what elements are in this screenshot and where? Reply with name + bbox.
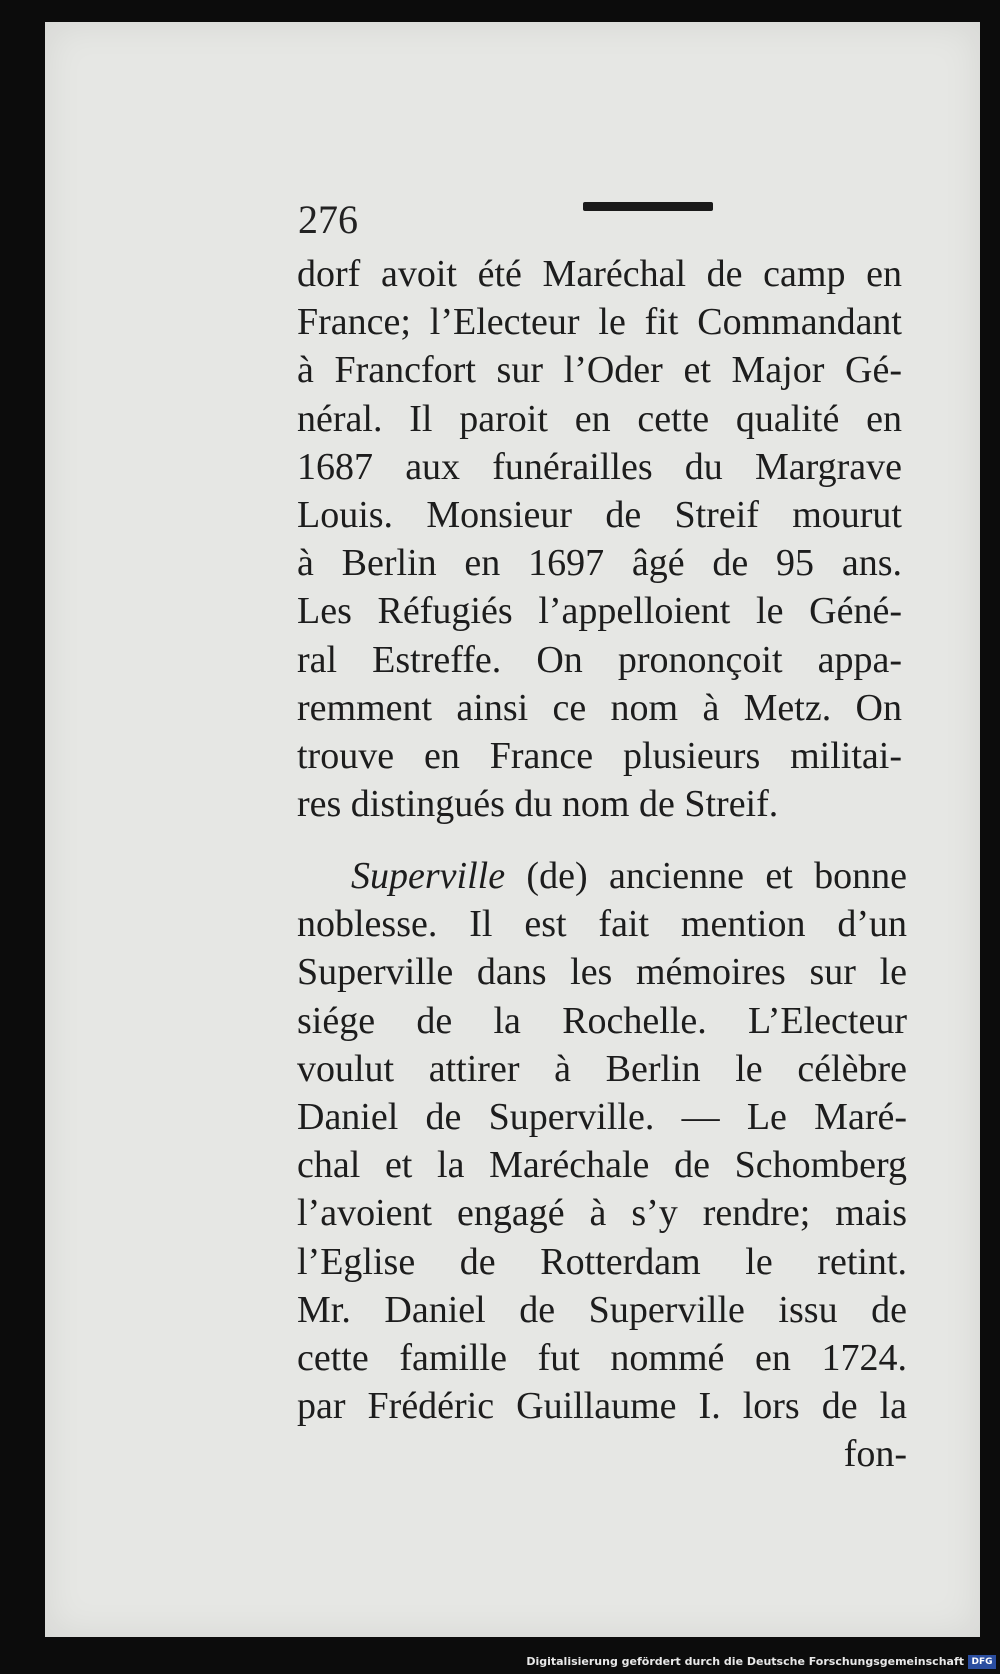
text-line: Daniel de Superville. — Le Maré- xyxy=(297,1095,907,1138)
text-line: néral. Il paroit en cette qualité en xyxy=(297,397,902,440)
text-line: dorf avoit été Maréchal de camp en xyxy=(297,253,902,295)
dfg-logo-icon: DFG xyxy=(968,1655,996,1669)
text-line: ral Estreffe. On prononçoit appa- xyxy=(297,638,902,681)
text-line: Superville dans les mémoires sur le xyxy=(297,951,907,994)
text-line: trouve en France plusieurs militai- xyxy=(297,734,902,777)
text-line: France; l’Electeur le fit Commandant xyxy=(297,301,902,344)
page-number: 276 xyxy=(298,197,358,242)
page-header xyxy=(298,182,698,242)
entry-name: Superville xyxy=(351,855,506,897)
text-line: cette famille fut nommé en 1724. xyxy=(297,1336,907,1379)
paragraph-streif xyxy=(297,250,902,828)
text-line: Louis. Monsieur de Streif mourut xyxy=(297,493,902,536)
header-rule xyxy=(583,202,713,211)
text-line: l’avoient engagé à s’y rendre; mais xyxy=(297,1192,907,1235)
text-line: siége de la Rochelle. L’Electeur xyxy=(297,999,907,1042)
text-line: Mr. Daniel de Superville issu de xyxy=(297,1288,907,1331)
text-line: à Francfort sur l’Oder et Major Gé- xyxy=(297,349,902,392)
text-line: res distingués du nom de Streif. xyxy=(297,783,779,826)
text-line-first xyxy=(297,852,907,900)
catchword: fon- xyxy=(843,1433,907,1476)
funding-credit: Digitalisierung gefördert durch die Deutsche Forschungsgemeinschaft xyxy=(526,1655,964,1668)
footer-bar xyxy=(0,1652,1000,1674)
text-line: Les Réfugiés l’appelloient le Géné- xyxy=(297,590,902,633)
entry-first-line-rest: (de) ancienne et bonne xyxy=(505,855,907,897)
text-line: l’Eglise de Rotterdam le retint. xyxy=(297,1240,907,1283)
paragraph-superville xyxy=(297,852,907,1478)
text-line: 1687 aux funérailles du Margrave xyxy=(297,445,902,488)
text-line: à Berlin en 1697 âgé de 95 ans. xyxy=(297,542,902,585)
book-page xyxy=(45,22,980,1637)
text-line: par Frédéric Guillaume I. lors de la xyxy=(297,1385,907,1428)
text-line: chal et la Maréchale de Schomberg xyxy=(297,1144,907,1187)
text-line: remment ainsi ce nom à Metz. On xyxy=(297,686,902,729)
text-line: voulut attirer à Berlin le célèbre xyxy=(297,1047,907,1090)
text-line: noblesse. Il est fait mention d’un xyxy=(297,903,907,946)
